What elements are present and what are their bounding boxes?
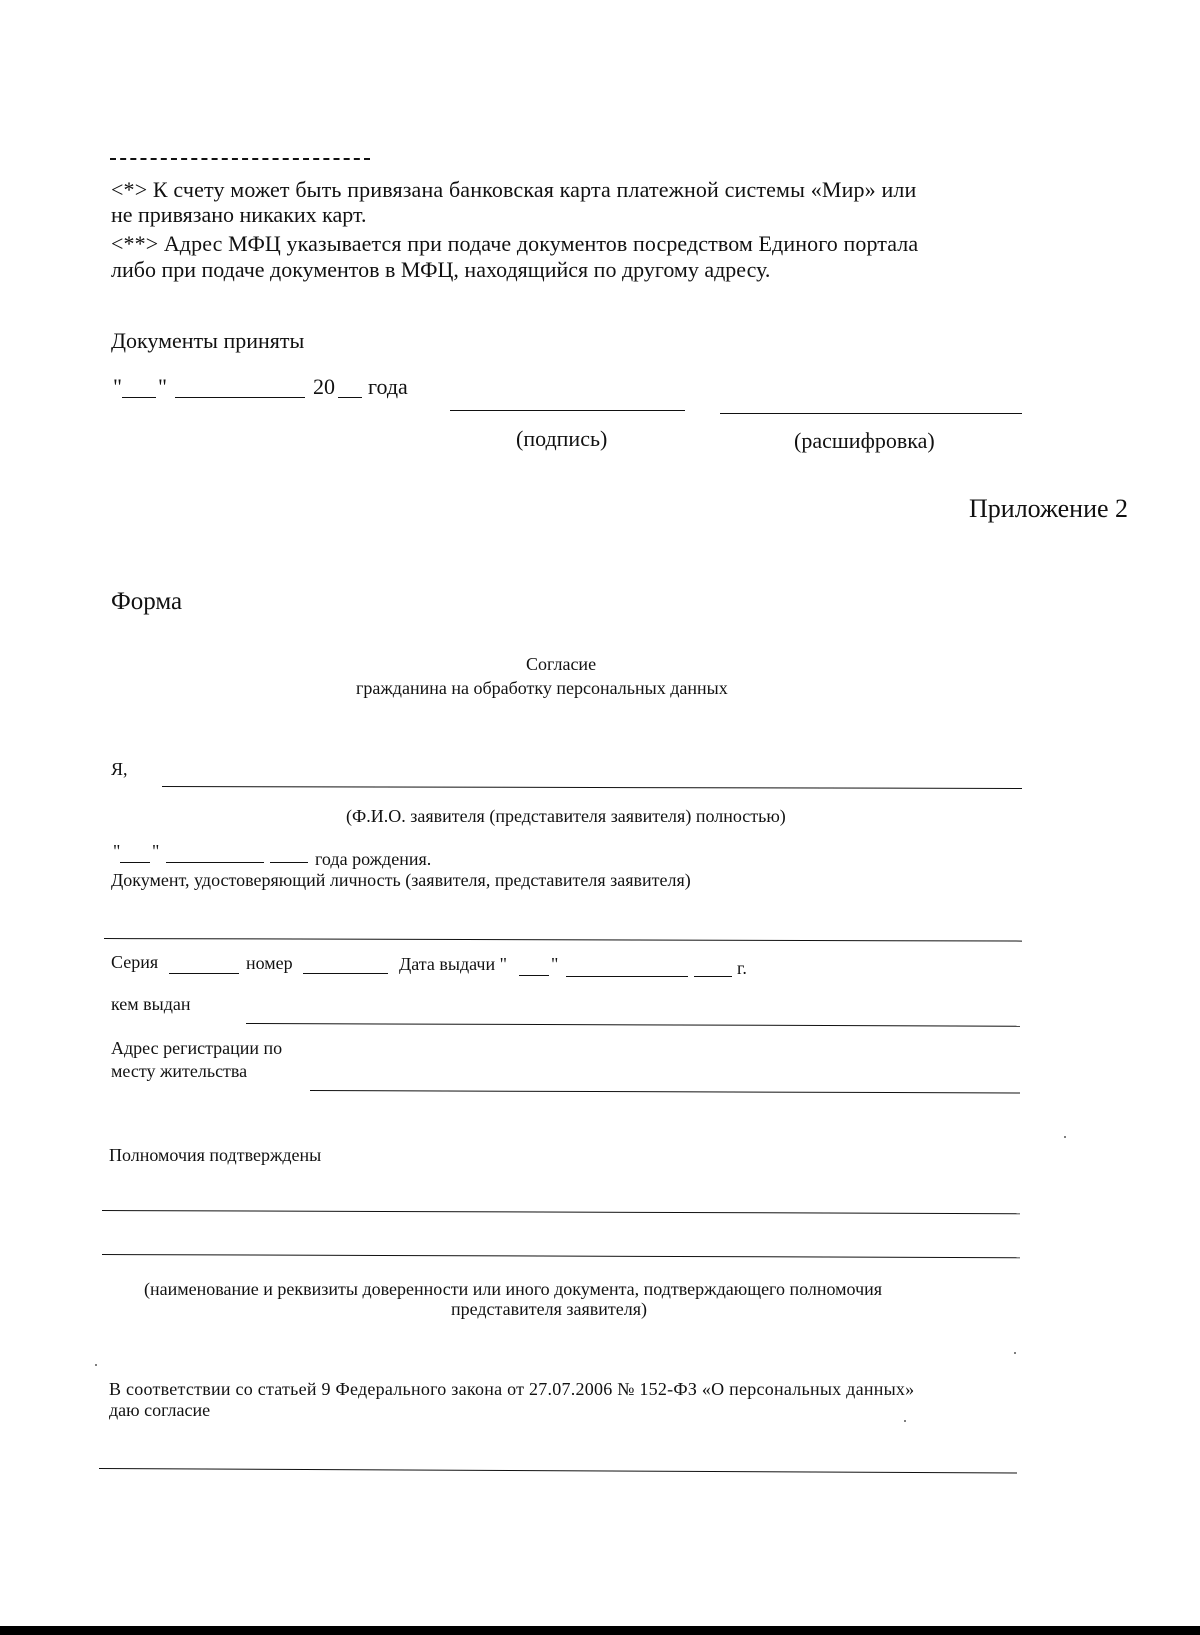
number-label: номер xyxy=(246,953,293,973)
footnote-2-line-2: либо при подаче документов в МФЦ, находящийся по другому адресу. xyxy=(111,257,771,282)
date-year-suffix: года xyxy=(368,374,408,399)
id-document-field[interactable] xyxy=(104,938,1022,942)
date-year-prefix: 20 xyxy=(313,374,335,399)
authority-field-2[interactable] xyxy=(102,1254,1020,1258)
consent-field[interactable] xyxy=(99,1468,1017,1473)
birth-quote-close: " xyxy=(152,841,160,861)
address-label-line-2: месту жительства xyxy=(111,1061,248,1081)
number-field[interactable] xyxy=(303,973,388,974)
consent-title: Согласие xyxy=(526,654,597,674)
series-label: Серия xyxy=(111,952,159,972)
i-label: Я, xyxy=(111,759,128,779)
form-label: Форма xyxy=(111,588,183,615)
documents-accepted-label: Документы приняты xyxy=(111,328,305,353)
authority-label: Полномочия подтверждены xyxy=(109,1145,322,1165)
date-day-field[interactable] xyxy=(122,397,156,398)
date-quote-close: " xyxy=(158,374,167,399)
scan-bottom-edge xyxy=(0,1626,1200,1635)
birth-day-field[interactable] xyxy=(120,862,150,863)
signature-caption: (подпись) xyxy=(516,426,608,451)
authority-field-1[interactable] xyxy=(102,1210,1020,1214)
issue-day-field[interactable] xyxy=(519,975,549,976)
law-text-line-2: даю согласие xyxy=(109,1400,211,1420)
footnote-2-line-1: <**> Адрес МФЦ указывается при подаче документов посредством Единого портала xyxy=(111,231,919,256)
authority-caption-line-2: представителя заявителя) xyxy=(451,1299,647,1319)
decoding-caption: (расшифровка) xyxy=(794,428,935,453)
fio-caption: (Ф.И.О. заявителя (представителя заявителя) полностью) xyxy=(346,806,786,826)
issue-year-field[interactable] xyxy=(694,976,732,977)
issued-by-label: кем выдан xyxy=(111,994,191,1014)
birth-suffix: года рождения. xyxy=(315,849,432,869)
decoding-line[interactable] xyxy=(720,413,1022,414)
issue-date-quote-close: " xyxy=(551,954,559,974)
law-text-line-1: В соответствии со статьей 9 Федерального закона от 27.07.2006 № 152-ФЗ «О персональных данных» xyxy=(109,1379,915,1399)
issue-date-label: Дата выдачи " xyxy=(399,954,507,974)
footnote-separator xyxy=(110,158,370,160)
footnote-1-line-2: не привязано никаких карт. xyxy=(111,202,367,227)
signature-line[interactable] xyxy=(450,410,685,411)
date-month-field[interactable] xyxy=(175,397,305,398)
date-year-field[interactable] xyxy=(338,397,362,398)
footnote-1-line-1: <*> К счету может быть привязана банковская карта платежной системы «Мир» или xyxy=(111,177,917,202)
birth-quote-open: " xyxy=(113,841,121,861)
appendix-title: Приложение 2 xyxy=(969,494,1129,523)
series-field[interactable] xyxy=(169,973,239,974)
authority-caption-line-1: (наименование и реквизиты доверенности или иного документа, подтверждающего полномочия xyxy=(144,1279,883,1299)
birth-month-field[interactable] xyxy=(166,862,264,863)
scan-speck xyxy=(95,1364,97,1366)
scan-speck xyxy=(1064,1136,1066,1138)
date-quote-open: " xyxy=(113,374,122,399)
consent-subtitle: гражданина на обработку персональных данных xyxy=(356,678,728,698)
address-field[interactable] xyxy=(310,1090,1020,1093)
scan-speck xyxy=(1014,1352,1016,1354)
issue-month-field[interactable] xyxy=(566,976,688,977)
scan-speck xyxy=(904,1420,906,1422)
fio-field[interactable] xyxy=(162,786,1022,789)
year-suffix: г. xyxy=(737,958,747,978)
birth-year-field[interactable] xyxy=(270,862,308,863)
address-label-line-1: Адрес регистрации по xyxy=(111,1038,283,1058)
id-document-label: Документ, удостоверяющий личность (заявителя, представителя заявителя) xyxy=(111,870,691,890)
issued-by-field[interactable] xyxy=(246,1023,1020,1027)
